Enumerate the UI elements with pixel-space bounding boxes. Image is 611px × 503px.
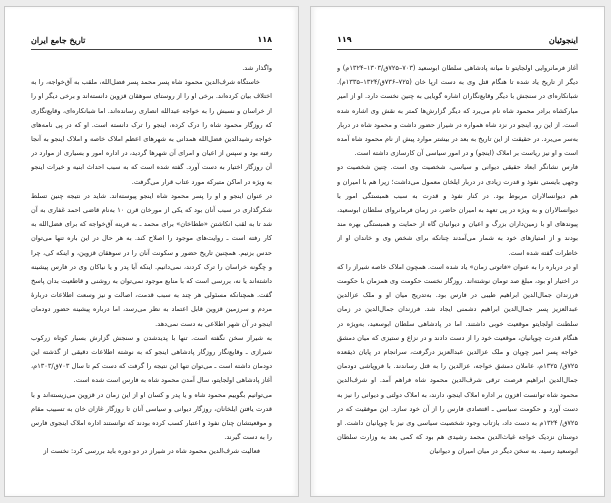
right-running-header [337,35,578,50]
right-page [310,6,605,497]
right-header-title: اینجوئیان [548,35,578,45]
right-page-body [337,61,578,484]
paragraph: فعالیت شرف‌الدین محمود شاه در شیراز در دو دوره باید بررسی کرد: نخست از [43,447,260,456]
left-page-body [31,61,272,484]
book-gutter [299,0,310,503]
left-running-header [31,35,272,50]
paragraph: به شیراز سخن نگفته است. تنها با پدیدشدن و سنجش گزارش بسیار کوتاه زرکوب شیرازی ـ وقایع‌نگار روزگار پادشاهی اینجو که به نوشته اطلاعات دقیقی از گذشته این دودمان داشته است ـ می‌توان تنها این نتیجه را گرفت که دست کم تا سال ۷۰۳ق/۱۳۰۳م، آغاز پادشاهی اولجایتو، سال آمدن محمود شاه به فارس است شده است. [31,333,272,385]
left-header-title: تاریخ جامع ایران [31,35,86,45]
paragraph: فارس نشانگر ابعاد حقیقی دیوانی و سیاسی، شخصیت وی است. چنین شخصیت دو وجهی بایستی نفوذ و قدرت زیادی در دربار ایلخان معمول می‌داشت؛ زیرا هم با امیران و هم دیوانسالاران مربوط بود. در کنار نفوذ و قدرت به سبب همبستگی امور با دیوانسالاران و به ویژه در پی تعهد به امیران حاضر، در زمان فرمانروای سلطان ابوسعید، پیوندهای او با زمین‌داران بزرگ و اعیان و دیوانیان گاه از حمایت و همبستگی بهره مند بودند و از امتیازهای خود به شمار می‌آمدند چنانکه برای شخص وی و خاندان او از خاطرات گفته شده است. [337,163,578,257]
left-page [4,6,299,497]
paragraph: در عنوان اینجو و او را پسر محمود شاه اینجو پیوسته‌اند. شاید در نتیجه چنین تسلط شکرگذاری در سبب آنان بود که یکی از مورخان قرن ۱۰ به‌نام قاضی احمد غفاری به آن شد تا به لقب انکاشتن «ططاخان» برای محمد ـ به قرینه آق‌خواجه که برای فضل‌الله به کار رفته است ـ روایت‌های موجود را اصلاح کند. به هر حال در این باره تنها می‌توان حدس بزنیم. همچنین تاریخ حضور و سکونت آنان را در سوهقان قزوین، و اینکه کی، چرا و چگونه خراسان را ترک کردند، نمی‌دانیم. اینکه آیا پدر و یا نیاکان وی در فارس پیشینه داشته‌اند یا نه، بررسی است که با منابع موجود نمی‌توان به روشنی و قاطعیت بدان پاسخ گفت. همچنانکه مسئولی هر چند به سبب قدمت، اصالت و نیز وسعت اطلاعات دربارهٔ مردم و سرزمین قزوین قابل اعتماد به نظر می‌رسد، اما درباره پیشینه حضور دودمان اینجو در آن شهر اطلاعی به دست نمی‌دهد. [31,191,272,328]
paragraph: خاستگاه شرف‌الدین محمود شاه پسر محمد پسر فضل‌الله، ملقب به آق‌خواجه، را به اختلاف بیان کرده‌اند. برخی او را از روستای سوهقان قزوین دانسته‌اند و برخی دیگر او را از خراسان و نسبش را به خواجه عبدالله انصاری رسانده‌اند. اما شبانکاره‌ای، وقایع‌نگاری که روزگار محمود شاه را درک کرده، اینجو را ترک دانسته است. او که در پی نامه‌های خواجه رشیدالدین فضل‌الله همدانی به شهرهای اعظم املاک خاصه و املاک اینجو به آنجا رفته بود و سپس از اعیان و امرای آن شهرها گردید، در اداره امور و بسیاری از موارد در آن روزگار اختیار به دست آورد. گفته شده است که به سبب احداث ابنیه و خیرات اینجو به ویژه در اماکن متبرکه مورد عتاب قرار می‌گرفت. [31,78,272,186]
paragraph: آغاز فرمانروایی اولجایتو تا میانه پادشاهی سلطان ابوسعید (۷۰۳–۷۲۵ق/۱۳۰۳–۱۳۲۴م) و دیگر از تاریخ یاد شده تا هنگام قتل وی به دست ارپا خان (۷۲۵–۷۳۶ق/۱۳۲۴–۱۳۳۵م). شبانکاره‌ای در سنجش با دیگر وقایع‌نگاران اشاره گویایی به چنین نخست دارد. او از امیر مبارکشاه برادر محمود شاه نام می‌برد که دیگر گزارش‌ها کمتر به نقش وی اشاره شده است. از این رو، اینجو در نزد شاه همواره در شیراز حضور داشت و محمود شاه در دربار به‌سر می‌برد. در حقیقت از این تاریخ به بعد در بیشتر موارد پیش از نام محمود شاه آمده است و او نیز ریاست بر املاک (اینجو) و در امور سیاسی آن کارسازی داشته است. [337,64,578,158]
paragraph: می‌توانیم بگوییم محمود شاه و یا پدر و کسان او از این زمان در قزوین می‌زیسته‌اند و با قدرت یافتن ایلخانان، روزگار دیوانی و سیاسی آنان تا روزگار غازان خان به تسبیب مقام و موقعیتشان چنان نفوذ و اعتبار کسب کرده بودند که توانستند اداره املاک اینجوی فارس را به دست گیرند. [31,390,272,442]
paragraph: او در درباره را به عنوان «فاتوتی زمان» یاد شده است. همچون املاک خاصه شیراز را که در اختیار او بود، مبلغ صد تومان نوشته‌اند. روزگار نخست حکومت وی همزمان با حکومت فرزندان جمال‌الدین ابراهیم طیبی در فارس بود. به‌تدریج میان او و ملک عزالدین عبدالعزیز پسر جمال‌الدین ابراهیم دشمنی ایجاد شد. فرزندان جمال‌الدین در زمان سلطنت اولجایتو موقعیت خوبی داشتند. اما در پادشاهی سلطان ابوسعید، به‌ویژه در هنگام قدرت چوپانیان، موقعیت خود را از دست دادند و در نزاع و ستیزی که میان دمشق خواجه پسر امیر چوپان و ملک عزالدین عبدالعزیز درگرفت، سرانجام در پایان ذیقعده ۷۲۵ق/ ۱۳۲۵م، عاملان دمشق خواجه، عزالدین را به قتل رساندند. با فروپاشی دودمان جمال‌الدین ابراهیم فرصت ترقی شرف‌الدین محمود شاه فراهم آمد. او شرف‌الدین محمود شاه توانست افزون بر اداره املاک اینجو، دارند، به املاک دولتی و دیوانی را نیز به دست آورد و حکومت سیاسی ـ اقتصادی فارس را از آن خود سازد. این موفقیت که در ۷۲۵ق/ ۱۳۲۴م به دست داد، بازتاب وجود شخصیت سیاسی وی نیز با چوپانیان داشت. او دوستان نزدیک خواجه غیاث‌الدین محمد رشیدی هم بود که کمی بعد به وزارت سلطان ابوسعید رسید. به سخن دیگر در میان امیران و دیوانیان [337,262,578,456]
right-page-number: ۱۱۹ [337,35,352,44]
left-page-number: ۱۱۸ [257,35,272,44]
paragraph: واگذار شد. [242,64,272,72]
